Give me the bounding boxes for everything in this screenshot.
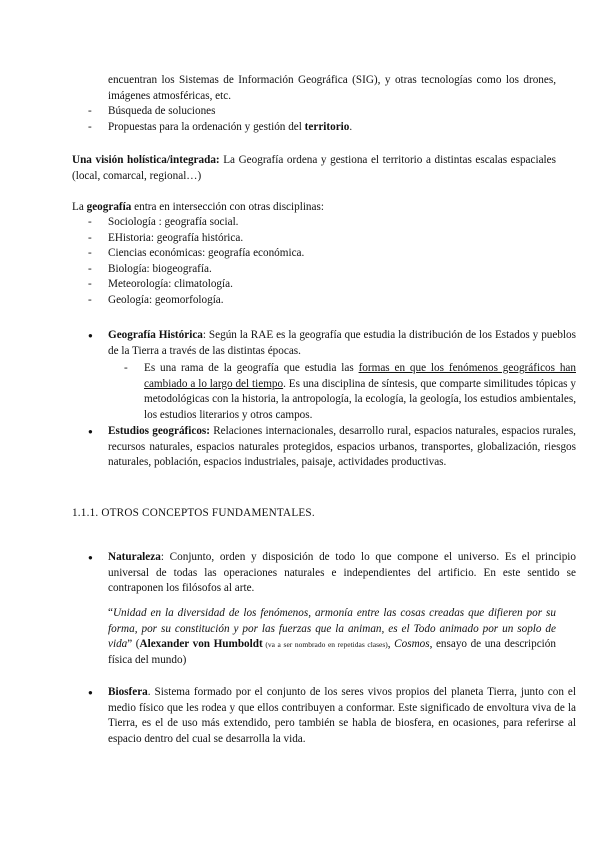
- underlined-text: formas en que los fenómenos geográficos han cambiado a lo largo del tiempo: [144, 362, 576, 390]
- disciplines-list: [88, 215, 556, 308]
- list-item: [88, 120, 556, 136]
- historica-text: : Según la RAE es la geografía que estudia la distribución de los Estados y pueblos de la Tierra a través de las distintas épocas.: [108, 329, 576, 357]
- bullet-biosfera: [88, 685, 576, 747]
- text-span: , ensayo de una descripción física del mundo): [108, 638, 556, 666]
- humboldt-quote: [108, 606, 556, 668]
- vision-label: Una visión holística/integrada:: [72, 154, 220, 166]
- intersect-intro: [72, 200, 556, 216]
- list-item-text: Biología: biogeografía.: [108, 262, 212, 275]
- list-item: [88, 215, 556, 231]
- naturaleza-label: Naturaleza: [108, 551, 161, 563]
- list-item: [88, 262, 556, 278]
- biosfera-text: . Sistema formado por el conjunto de los seres vivos propios del planeta Tierra, junto con el medio físico que les rodea y que ellos contribuyen a conformar. Este significado de envoltura viva de la Tierra, es el de uso más extendido, pero también se habla de biosfera, en ocasiones, para referirse al espacio dentro del cual se desarrolla la vida.: [108, 686, 576, 745]
- paragraph-text: encuentran los Sistemas de Información Geográfica (SIG), y otras tecnologías como los drones, imágenes atmosféricas, etc.: [108, 74, 556, 102]
- text-span: ,: [387, 638, 395, 650]
- list-item: [88, 231, 556, 247]
- quote-work: Cosmos: [394, 638, 430, 650]
- geografia-bold: geografía: [86, 201, 132, 213]
- estudios-text: Relaciones internacionales, desarrollo rural, espacios naturales, espacios rurales, recursos naturales, espacios naturales protegidos, espacios urbanos, transportes, globalización, riesgos naturales, población, espacios industriales, paisaje, actividades productivas.: [108, 425, 576, 468]
- list-item-text: Propuestas para la ordenación y gestión del: [108, 120, 305, 133]
- quote-mark: “: [108, 607, 113, 619]
- quote-text: Unidad en la diversidad de los fenómenos, armonía entre las cosas creadas que difieren por su forma, por su constitución y por las fuerzas que la animan, es el Todo animado por un soplo de vida: [108, 607, 556, 650]
- territorio-bold: territorio: [304, 120, 350, 133]
- list-item-text: Búsqueda de soluciones: [108, 105, 216, 117]
- bullet-naturaleza: [88, 550, 576, 597]
- bullet-geografia-historica: [88, 328, 576, 359]
- historica-subitem: [124, 361, 576, 423]
- naturaleza-text: : Conjunto, orden y disposición de todo lo que compone el universo. Es el principio universal de todas las operaciones naturales e independientes del artificio. En este sentido se contraponen los filósofos al arte.: [108, 551, 576, 594]
- list-item: [88, 246, 556, 262]
- list-item-text: Geología: geomorfología.: [108, 293, 224, 306]
- intro-list: [88, 104, 556, 135]
- vision-text: La Geografía ordena y gestiona el territorio a distintas escalas espaciales (local, comarcal, regional…): [72, 154, 556, 182]
- list-item-text: Sociología : geografía social.: [108, 216, 239, 228]
- quote-note: (va a ser nombrado en repetidas clases): [262, 640, 388, 649]
- text-span: . Es una disciplina de síntesis, que comparte similitudes tópicas y metodológicas con la historia, la antropología, la ecología, la geología, los estudios ambientales, los estudios literarios y otros campos.: [144, 377, 576, 421]
- list-item-continuation: [108, 73, 556, 104]
- list-item: [88, 104, 556, 120]
- vision-paragraph: [72, 153, 556, 184]
- bullet-estudios-geograficos: [88, 424, 576, 471]
- section-heading: [72, 506, 556, 522]
- quote-mark: ” (: [127, 638, 140, 650]
- list-item: [88, 277, 556, 293]
- list-item-text: EHistoria: geografía histórica.: [108, 231, 244, 244]
- list-item: [88, 293, 556, 309]
- text-span: La: [72, 201, 87, 213]
- heading-text: 1.1.1. OTROS CONCEPTOS FUNDAMENTALES.: [72, 507, 315, 519]
- punct: .: [349, 120, 353, 133]
- estudios-label: Estudios geográficos:: [108, 425, 211, 437]
- list-item-text: Ciencias económicas: geografía económica.: [108, 247, 305, 259]
- historica-label: Geografía Histórica: [108, 329, 203, 341]
- text-span: Es una rama de la geografía que estudia las: [144, 362, 359, 374]
- quote-author: Alexander von Humboldt: [139, 638, 263, 650]
- text-span: entra en intersección con otras disciplinas:: [131, 201, 324, 213]
- list-item-text: Meteorología: climatología.: [108, 278, 233, 290]
- biosfera-label: Biosfera: [108, 686, 148, 698]
